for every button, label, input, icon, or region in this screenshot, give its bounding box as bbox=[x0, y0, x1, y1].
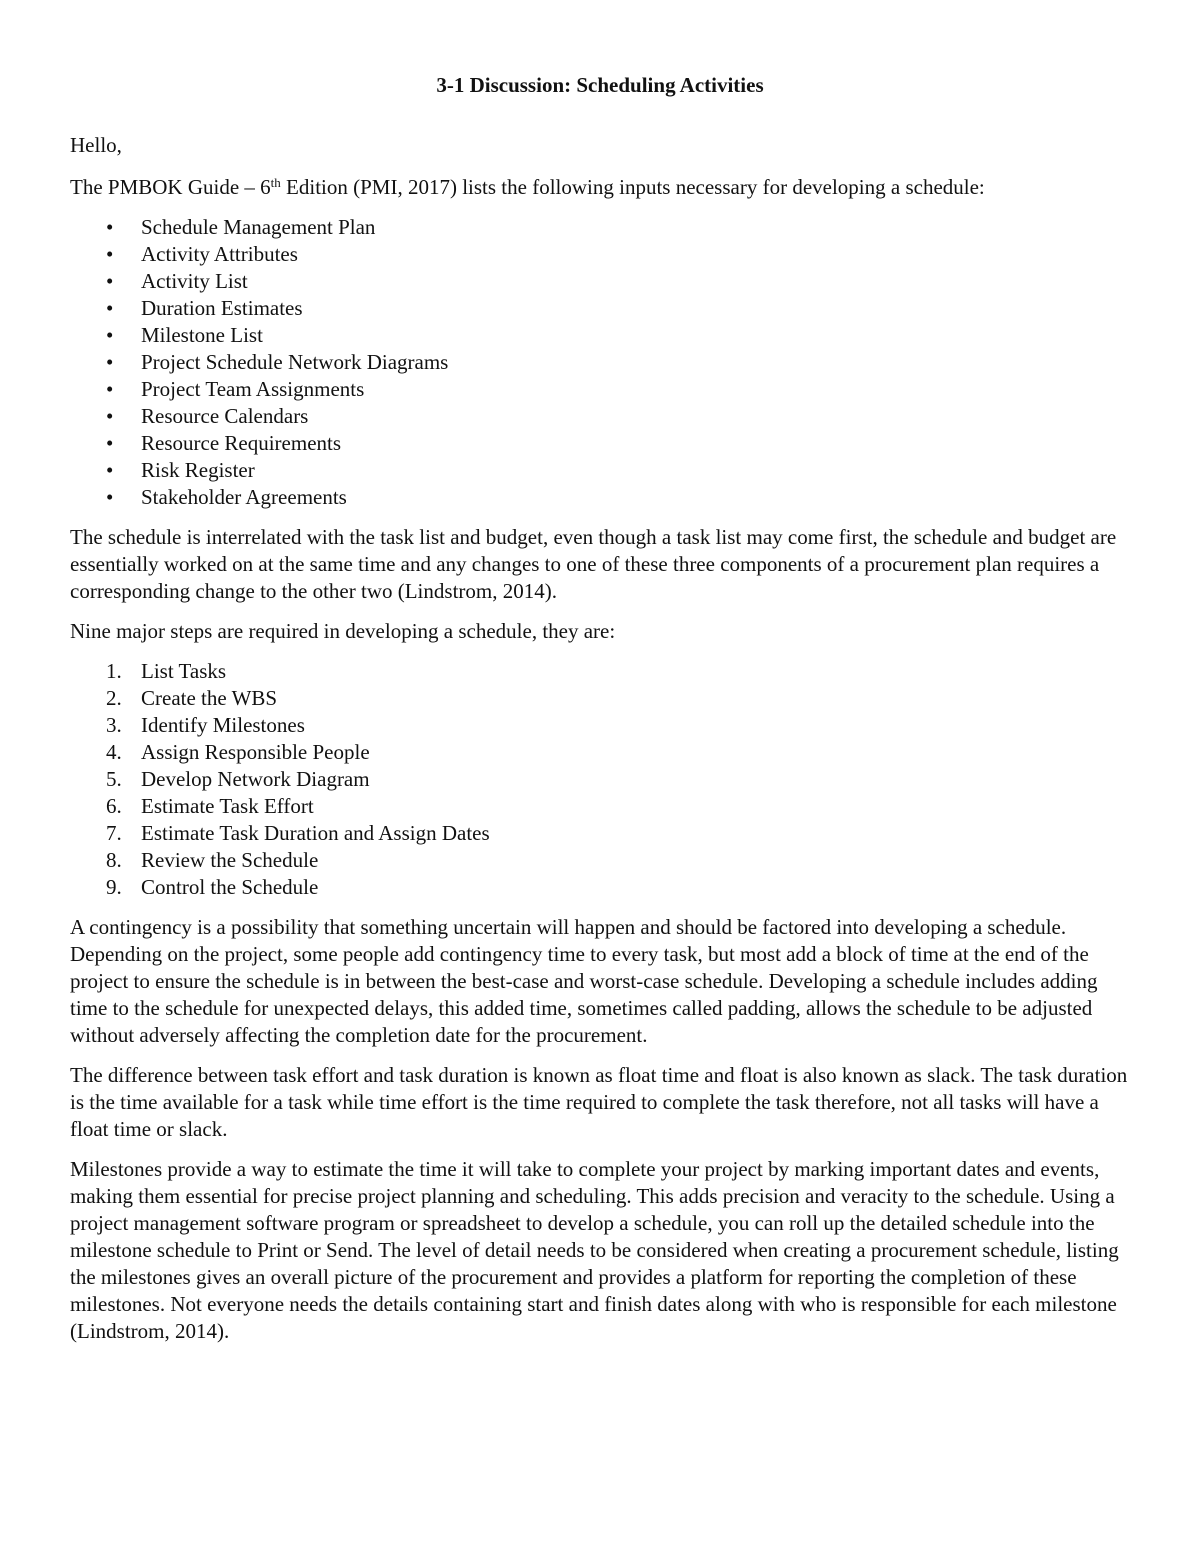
list-item-text: Activity Attributes bbox=[141, 242, 298, 266]
list-item bbox=[70, 349, 1130, 376]
list-item-text: Schedule Management Plan bbox=[141, 215, 376, 239]
bullet-icon: • bbox=[106, 323, 114, 347]
schedule-inputs-list bbox=[70, 214, 1130, 511]
list-item bbox=[70, 376, 1130, 403]
bullet-icon: • bbox=[106, 404, 114, 428]
list-item-text: Review the Schedule bbox=[141, 848, 319, 872]
list-item-text: Estimate Task Effort bbox=[141, 794, 314, 818]
bullet-icon: • bbox=[106, 242, 114, 266]
list-item bbox=[70, 484, 1130, 511]
contingency-paragraph: A contingency is a possibility that something uncertain will happen and should be factored into developing a schedule. Depending on the project, some people add contingency time to every task, but most add a block of time at the end of the project to ensure the schedule is in between the best-case and worst-case schedule. Developing a schedule includes adding time to the schedule for unexpected delays, this added time, sometimes called padding, allows the schedule to be adjusted without adversely affecting the completion date for the procurement. bbox=[70, 915, 1098, 1047]
intro-text-start: The PMBOK Guide – 6 bbox=[70, 175, 271, 199]
list-item bbox=[70, 403, 1130, 430]
list-item-text: Resource Calendars bbox=[141, 404, 309, 428]
list-item bbox=[70, 847, 1130, 874]
list-item bbox=[70, 874, 1130, 901]
list-item-text: Develop Network Diagram bbox=[141, 767, 370, 791]
bullet-icon: • bbox=[106, 458, 114, 482]
list-item-text: Milestone List bbox=[141, 323, 263, 347]
list-item bbox=[70, 712, 1130, 739]
bullet-icon: • bbox=[106, 377, 114, 401]
steps-intro-paragraph: Nine major steps are required in developing a schedule, they are: bbox=[70, 619, 616, 643]
list-item bbox=[70, 766, 1130, 793]
list-item-text: Create the WBS bbox=[141, 686, 278, 710]
bullet-icon: • bbox=[106, 350, 114, 374]
list-number: 6. bbox=[106, 794, 122, 818]
list-number: 5. bbox=[106, 767, 122, 791]
list-item bbox=[70, 739, 1130, 766]
list-item-text: Assign Responsible People bbox=[141, 740, 370, 764]
list-item-text: Activity List bbox=[141, 269, 248, 293]
list-item bbox=[70, 457, 1130, 484]
list-item bbox=[70, 295, 1130, 322]
list-number: 2. bbox=[106, 686, 122, 710]
intro-text-end: Edition (PMI, 2017) lists the following inputs necessary for developing a schedule: bbox=[280, 175, 985, 199]
list-item-text: List Tasks bbox=[141, 659, 227, 683]
float-time-paragraph: The difference between task effort and task duration is known as float time and float is also known as slack. The task duration is the time available for a task while time effort is the time required to complete the task therefore, not all tasks will have a float time or slack. bbox=[70, 1063, 1128, 1141]
list-item-text: Resource Requirements bbox=[141, 431, 342, 455]
list-item-text: Control the Schedule bbox=[141, 875, 319, 899]
list-item bbox=[70, 658, 1130, 685]
bullet-icon: • bbox=[106, 485, 114, 509]
intro-paragraph bbox=[70, 174, 1130, 201]
bullet-icon: • bbox=[106, 215, 114, 239]
list-number: 8. bbox=[106, 848, 122, 872]
list-item-text: Stakeholder Agreements bbox=[141, 485, 347, 509]
edition-superscript: th bbox=[270, 175, 281, 190]
list-item-text: Estimate Task Duration and Assign Dates bbox=[141, 821, 490, 845]
list-number: 4. bbox=[106, 740, 122, 764]
bullet-icon: • bbox=[106, 296, 114, 320]
schedule-interrelation-paragraph: The schedule is interrelated with the task list and budget, even though a task list may come first, the schedule and budget are essentially worked on at the same time and any changes to one of these three components of a procurement plan requires a corresponding change to the other two (Lindstrom, 2014). bbox=[70, 525, 1117, 603]
greeting: Hello, bbox=[70, 133, 122, 157]
list-item bbox=[70, 820, 1130, 847]
list-item bbox=[70, 793, 1130, 820]
list-item-text: Risk Register bbox=[141, 458, 255, 482]
list-item-text: Identify Milestones bbox=[141, 713, 305, 737]
list-number: 7. bbox=[106, 821, 122, 845]
list-item-text: Project Team Assignments bbox=[141, 377, 365, 401]
list-item bbox=[70, 685, 1130, 712]
list-item bbox=[70, 214, 1130, 241]
list-item bbox=[70, 268, 1130, 295]
list-number: 3. bbox=[106, 713, 122, 737]
list-item-text: Duration Estimates bbox=[141, 296, 303, 320]
bullet-icon: • bbox=[106, 269, 114, 293]
list-item-text: Project Schedule Network Diagrams bbox=[141, 350, 449, 374]
milestones-paragraph: Milestones provide a way to estimate the time it will take to complete your project by marking important dates and events, making them essential for precise project planning and scheduling. This adds precision and veracity to the schedule. Using a project management software program or spreadsheet to develop a schedule, you can roll up the detailed schedule into the milestone schedule to Print or Send. The level of detail needs to be considered when creating a procurement schedule, listing the milestones gives an overall picture of the procurement and provides a platform for reporting the completion of these milestones. Not everyone needs the details containing start and finish dates along with who is responsible for each milestone (Lindstrom, 2014). bbox=[70, 1157, 1119, 1343]
list-item bbox=[70, 241, 1130, 268]
list-number: 9. bbox=[106, 875, 122, 899]
document-title: 3-1 Discussion: Scheduling Activities bbox=[436, 73, 764, 97]
list-number: 1. bbox=[106, 659, 122, 683]
list-item bbox=[70, 322, 1130, 349]
list-item bbox=[70, 430, 1130, 457]
bullet-icon: • bbox=[106, 431, 114, 455]
schedule-steps-list bbox=[70, 658, 1130, 901]
